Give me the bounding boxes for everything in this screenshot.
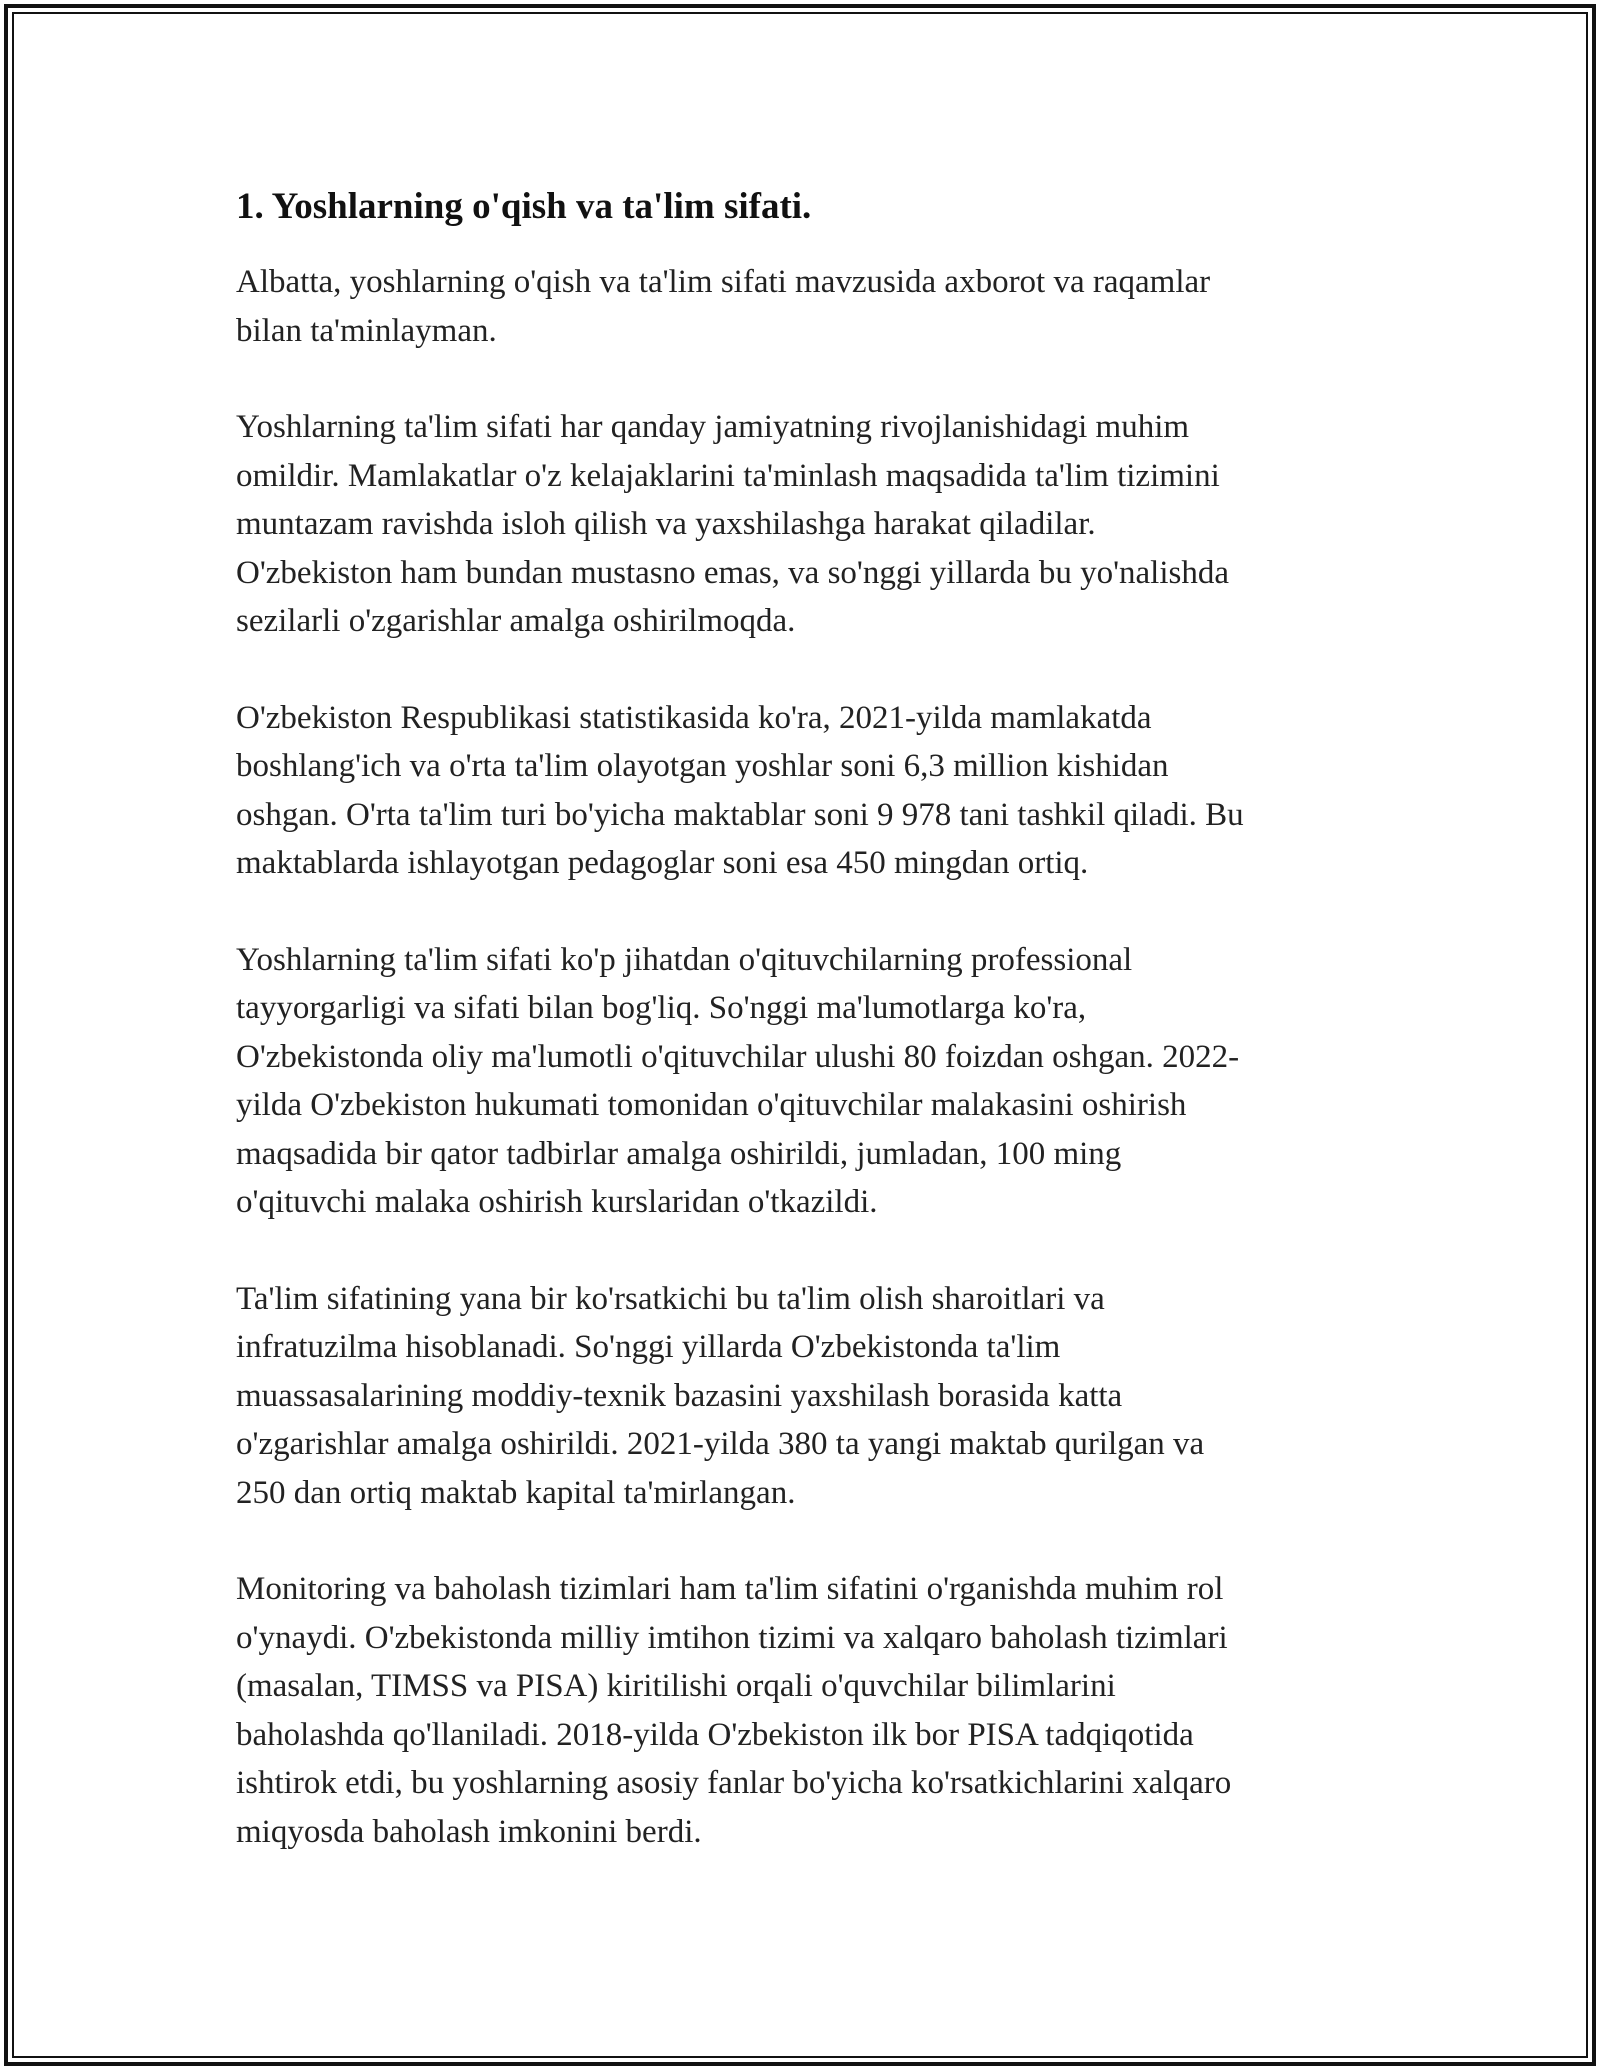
document-body: [236, 182, 1366, 1856]
paragraph-intro: Albatta, yoshlarning o'qish va ta'lim sifati mavzusida axborot va raqamlar bilan ta'minlayman.: [236, 264, 1211, 349]
paragraph-importance: Yoshlarning ta'lim sifati har qanday jamiyatning rivojlanishidagi muhim omildir. Mamlakatlar o'z kelajaklarini ta'minlash maqsadida ta'lim tizimini muntazam ravishda isloh qilish va yaxshilashga harakat qiladilar. O'zbekiston ham bundan mustasno emas, va so'nggi yillarda bu yo'nalishda sezilarli o'zgarishlar amalga oshirilmoqda.: [236, 409, 1229, 639]
paragraph-statistics: O'zbekiston Respublikasi statistikasida ko'ra, 2021-yilda mamlakatda boshlang'ich va o'rta ta'lim olayotgan yoshlar soni 6,3 million kishidan oshgan. O'rta ta'lim turi bo'yicha maktablar soni 9 978 tani tashkil qiladi. Bu maktablarda ishlayotgan pedagoglar soni esa 450 mingdan ortiq.: [236, 699, 1244, 881]
section-heading: 1. Yoshlarning o'qish va ta'lim sifati.: [236, 186, 812, 227]
paragraph-monitoring: Monitoring va baholash tizimlari ham ta'lim sifatini o'rganishda muhim rol o'ynaydi. O'zbekistonda milliy imtihon tizimi va xalqaro baholash tizimlari (masalan, TIMSS va PISA) kiritilishi orqali o'quvchilar bilimlarini baholashda qo'llaniladi. 2018-yilda O'zbekiston ilk bor PISA tadqiqotida ishtirok etdi, bu yoshlarning asosiy fanlar bo'yicha ko'rsatkichlarini xalqaro miqyosda baholash imkonini berdi.: [236, 1571, 1232, 1850]
paragraph-infrastructure: Ta'lim sifatining yana bir ko'rsatkichi bu ta'lim olish sharoitlari va infratuzilma hisoblanadi. So'nggi yillarda O'zbekistonda ta'lim muassasalarining moddiy-texnik bazasini yaxshilash borasida katta o'zgarishlar amalga oshirildi. 2021-yilda 380 ta yangi maktab qurilgan va 250 dan ortiq maktab kapital ta'mirlangan.: [236, 1280, 1205, 1511]
paragraph-teachers: Yoshlarning ta'lim sifati ko'p jihatdan o'qituvchilarning professional tayyorgarligi va sifati bilan bog'liq. So'nggi ma'lumotlarga ko'ra, O'zbekistonda oliy ma'lumotli o'qituvchilar ulushi 80 foizdan oshgan. 2022- yilda O'zbekiston hukumati tomonidan o'qituvchilar malakasini oshirish maqsadida bir qator tadbirlar amalga oshirildi, jumladan, 100 ming o'qituvchi malaka oshirish kurslaridan o'tkazildi.: [236, 941, 1240, 1220]
